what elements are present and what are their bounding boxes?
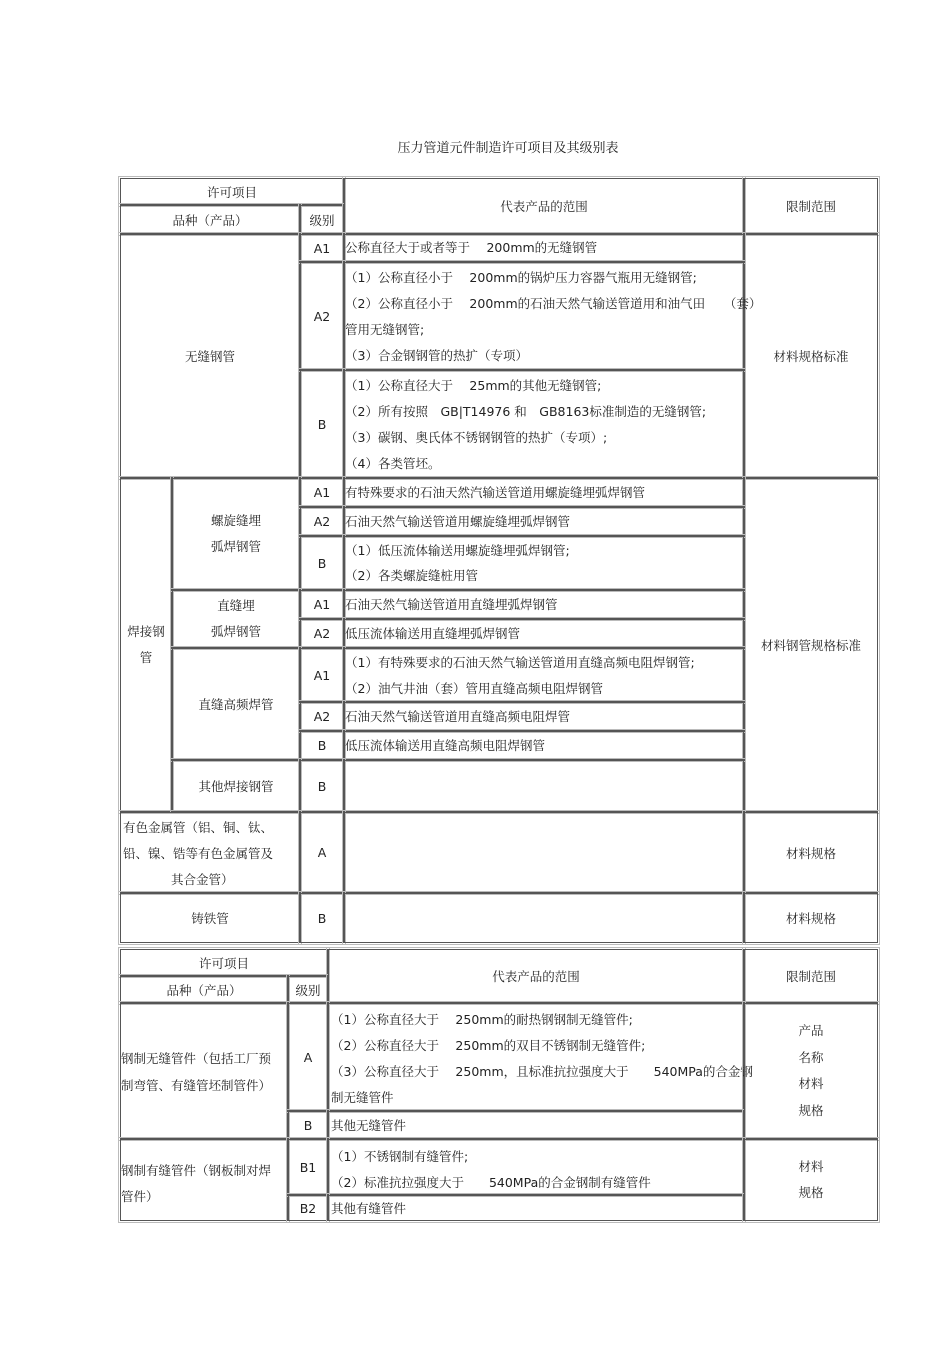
seamless-pipe-limit: 材料规格标准 — [744, 234, 878, 478]
scope-line: （2）标准抗拉强度大于 540MPa的合金钢制有缝管件 — [331, 1175, 651, 1190]
scope-cell — [344, 262, 762, 370]
scope-line: 石油天然气输送管道用直缝高频电阻焊管 — [345, 709, 571, 724]
scope-line: （3）合金钢钢管的热扩（专项） — [345, 348, 528, 363]
header-scope: 代表产品的范围 — [328, 949, 744, 1003]
hf-welded-name: 直缝高频焊管 — [172, 648, 300, 760]
scope-line: （3）公称直径大于 250mm，且标准抗拉强度大于 540MPa的合金钢 — [331, 1064, 753, 1079]
level-cell: B — [300, 893, 344, 943]
scope-cell — [344, 478, 744, 507]
scope-cell — [344, 731, 744, 760]
header-scope: 代表产品的范围 — [344, 178, 744, 234]
name-line: 其合金管） — [171, 872, 234, 887]
level-cell: A1 — [300, 590, 344, 619]
scope-line: （2）各类螺旋缝桩用管 — [345, 568, 478, 583]
scope-line: 其他有缝管件 — [331, 1201, 407, 1216]
scope-cell — [344, 507, 744, 536]
scope-line: （1）公称直径大于 250mm的耐热钢钢制无缝管件; — [331, 1012, 633, 1027]
level-cell: A2 — [300, 702, 344, 731]
nonferrous-pipe-name — [120, 812, 300, 893]
header-permit-item: 许可项目 — [120, 949, 328, 976]
level-cell: A2 — [300, 619, 344, 648]
welded-fittings-limit: 材料 规格 — [744, 1139, 878, 1221]
scope-line: （2）油气井油（套）管用直缝高频电阻焊钢管 — [345, 681, 603, 696]
level-cell: B — [300, 731, 344, 760]
scope-cell — [344, 893, 744, 943]
welded-pipe-limit: 材料钢管规格标准 — [744, 478, 878, 812]
scope-line: （2）所有按照 GB|T14976 和 GB8163标准制造的无缝钢管; — [345, 404, 707, 419]
name-line: 有色金属管（铝、铜、钛、 — [123, 820, 274, 835]
scope-cell — [344, 648, 744, 702]
welded-pipe-name: 焊接钢 管 — [120, 478, 172, 812]
straight-welded-name: 直缝埋 弧焊钢管 — [172, 590, 300, 648]
header-permit-item: 许可项目 — [120, 178, 344, 205]
castiron-pipe-name: 铸铁管 — [120, 893, 300, 943]
scope-cell — [344, 702, 744, 731]
seamless-fittings-name — [120, 1003, 288, 1139]
scope-cell — [344, 812, 744, 893]
name-line: 铅、镍、锆等有色金属管及 — [123, 846, 274, 861]
scope-cell — [344, 234, 744, 262]
level-cell: B — [288, 1111, 328, 1139]
scope-line: 管用无缝钢管; — [345, 322, 425, 337]
level-cell: A — [300, 812, 344, 893]
scope-line: （1）低压流体输送用螺旋缝埋弧焊钢管; — [345, 543, 570, 558]
page-title: 压力管道元件制造许可项目及其级别表 — [397, 141, 619, 156]
level-cell: A1 — [300, 478, 344, 507]
level-cell: B — [300, 536, 344, 590]
header-level: 级别 — [300, 205, 344, 234]
header-variety: 品种（产品） — [120, 205, 300, 234]
level-cell: B2 — [288, 1195, 328, 1221]
scope-line: 石油天然气输送管道用螺旋缝埋弧焊钢管 — [345, 514, 571, 529]
scope-cell — [344, 536, 744, 590]
level-cell: A — [288, 1003, 328, 1111]
scope-cell — [328, 1139, 744, 1195]
scope-line: 其他无缝管件 — [331, 1118, 407, 1133]
level-cell: A2 — [300, 262, 344, 370]
scope-line: 制无缝管件 — [331, 1090, 394, 1105]
name-line: 钢制无缝管件（包括工厂预 — [121, 1051, 272, 1066]
scope-line: 石油天然气输送管道用直缝埋弧焊钢管 — [345, 597, 558, 612]
name-line: 管件） — [121, 1189, 159, 1204]
scope-cell — [328, 1003, 753, 1111]
spiral-welded-name: 螺旋缝埋 弧焊钢管 — [172, 478, 300, 590]
scope-line: （1）公称直径小于 200mm的锅炉压力容器气瓶用无缝钢管; — [345, 270, 697, 285]
scope-line: （3）碳钢、奥氏体不锈钢钢管的热扩（专项）; — [345, 430, 608, 445]
scope-cell — [344, 370, 744, 478]
scope-line: 低压流体输送用直缝埋弧焊钢管 — [345, 626, 521, 641]
level-cell: B — [300, 760, 344, 812]
header-level: 级别 — [288, 976, 328, 1003]
castiron-limit: 材料规格 — [744, 893, 878, 943]
name-line: 制弯管、有缝管坯制管件） — [121, 1078, 272, 1093]
welded-fittings-name — [120, 1139, 288, 1221]
header-variety: 品种（产品） — [120, 976, 288, 1003]
scope-cell — [344, 760, 744, 812]
scope-line: 低压流体输送用直缝高频电阻焊钢管 — [345, 738, 546, 753]
other-welded-name: 其他焊接钢管 — [172, 760, 300, 812]
seamless-fittings-limit: 产品 名称 材料 规格 — [744, 1003, 878, 1139]
level-cell: A1 — [300, 648, 344, 702]
scope-line: （2）公称直径小于 200mm的石油天然气输送管道用和油气田 （套） — [345, 296, 762, 311]
scope-line: （4）各类管坯。 — [345, 456, 441, 471]
scope-line: （1）有特殊要求的石油天然气输送管道用直缝高频电阻焊钢管; — [345, 655, 695, 670]
scope-line: （1）公称直径大于 25mm的其他无缝钢管; — [345, 378, 602, 393]
scope-line: 有特殊要求的石油天然汽输送管道用螺旋缝埋弧焊钢管 — [345, 485, 646, 500]
level-cell: B1 — [288, 1139, 328, 1195]
header-limit: 限制范围 — [744, 949, 878, 1003]
scope-cell — [328, 1195, 744, 1221]
nonferrous-limit: 材料规格 — [744, 812, 878, 893]
scope-cell — [344, 590, 744, 619]
level-cell: B — [300, 370, 344, 478]
scope-cell — [328, 1111, 744, 1139]
header-limit: 限制范围 — [744, 178, 878, 234]
scope-cell — [344, 619, 744, 648]
scope-line: 公称直径大于或者等于 200mm的无缝钢管 — [345, 240, 598, 255]
seamless-pipe-name: 无缝钢管 — [120, 234, 300, 478]
scope-line: （1）不锈钢制有缝管件; — [331, 1149, 469, 1164]
name-line: 钢制有缝管件（钢板制对焊 — [121, 1163, 272, 1178]
scope-line: （2）公称直径大于 250mm的双目不锈钢制无缝管件; — [331, 1038, 646, 1053]
level-cell: A2 — [300, 507, 344, 536]
level-cell: A1 — [300, 234, 344, 262]
